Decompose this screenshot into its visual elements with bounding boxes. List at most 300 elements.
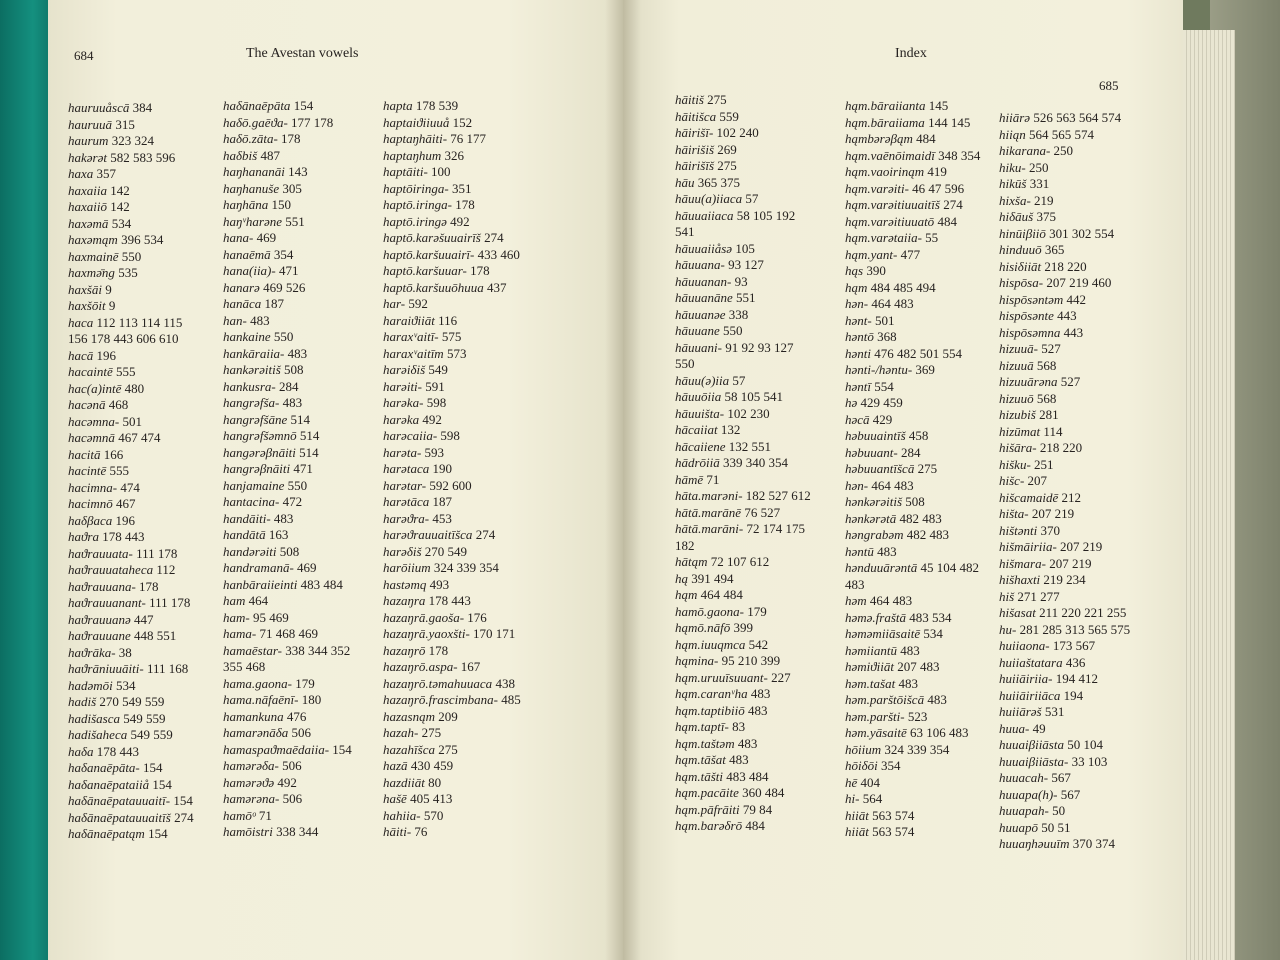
entry-headword: hiiārə bbox=[999, 110, 1031, 125]
entry-headword: haptaiϑiiuuå bbox=[383, 114, 450, 130]
entry-page-refs: 492 bbox=[450, 213, 470, 229]
index-entry bbox=[845, 494, 980, 511]
entry-headword: hu- bbox=[999, 621, 1017, 637]
entry-page-refs: 212 bbox=[1061, 489, 1081, 505]
entry-page-refs: 487 bbox=[260, 147, 280, 163]
entry-headword: handramanā- bbox=[223, 560, 294, 575]
entry-page-refs: 57 bbox=[732, 372, 746, 388]
entry-page-refs: 483 484 bbox=[300, 576, 343, 592]
entry-page-refs: 338 bbox=[728, 306, 749, 322]
entry-headword: hamankuna bbox=[223, 708, 284, 724]
entry-page-refs: 564 565 574 bbox=[1028, 126, 1094, 142]
index-entry bbox=[999, 391, 1130, 408]
entry-page-refs: 114 bbox=[1043, 423, 1063, 439]
entry-page-refs: 484 bbox=[916, 131, 936, 146]
entry-page-refs: 111 178 bbox=[136, 545, 178, 561]
entry-page-refs: 550 bbox=[723, 323, 743, 338]
entry-page-refs: 575 bbox=[441, 329, 462, 344]
index-entry bbox=[845, 511, 980, 528]
entry-headword: hātąm bbox=[675, 554, 708, 569]
entry-headword: hikarana- bbox=[999, 143, 1051, 158]
entry-headword: hauruuā bbox=[68, 116, 113, 132]
entry-headword: harətāca bbox=[383, 494, 430, 509]
entry-headword: harəϑra- bbox=[383, 510, 430, 526]
index-entry bbox=[223, 742, 352, 759]
entry-headword: hankāraiia- bbox=[223, 345, 285, 361]
entry-page-refs: 405 413 bbox=[410, 791, 453, 806]
entry-headword: həməmiiāsaitē bbox=[845, 626, 921, 641]
entry-page-refs: 567 bbox=[1051, 770, 1071, 785]
index-entry bbox=[383, 593, 521, 610]
entry-page-refs: 50 51 bbox=[1041, 819, 1071, 835]
entry-page-refs: 506 bbox=[291, 725, 312, 740]
entry-headword: haδānaēpatauuaitīš bbox=[68, 809, 171, 825]
entry-headword: hāu bbox=[675, 174, 695, 190]
entry-page-refs: 480 bbox=[124, 380, 145, 396]
left-column-1 bbox=[68, 100, 194, 843]
entry-page-refs: 338 344 bbox=[276, 824, 319, 839]
index-entry bbox=[383, 808, 521, 825]
entry-page-refs: 433 460 bbox=[477, 246, 520, 262]
entry-page-refs: 568 bbox=[1036, 357, 1057, 373]
index-entry bbox=[223, 511, 352, 528]
index-entry bbox=[68, 678, 194, 695]
entry-page-refs: 592 bbox=[408, 296, 428, 311]
index-entry bbox=[999, 523, 1130, 540]
index-entry bbox=[383, 346, 521, 363]
index-entry bbox=[845, 428, 980, 445]
entry-headword: hąm.pāfrāiti bbox=[675, 801, 740, 817]
entry-page-refs: 501 bbox=[122, 413, 143, 429]
entry-page-refs: 474 bbox=[120, 479, 140, 495]
index-entry bbox=[845, 346, 980, 363]
entry-page-refs: 483 bbox=[737, 735, 758, 751]
entry-headword: hazahīšca bbox=[383, 741, 435, 757]
entry-page-refs: 357 bbox=[96, 166, 117, 181]
entry-headword: huiiārəš bbox=[999, 704, 1042, 719]
entry-page-refs: 9 bbox=[105, 281, 112, 297]
entry-page-refs: 142 bbox=[110, 182, 130, 198]
entry-page-refs: 154 bbox=[173, 793, 193, 808]
entry-headword: hangrəfša- bbox=[223, 395, 280, 410]
entry-headword: huiiaštatara bbox=[999, 654, 1063, 670]
index-entry bbox=[999, 721, 1130, 738]
index-entry bbox=[999, 539, 1130, 556]
entry-headword: hāuu(a)iiaca bbox=[675, 191, 743, 206]
entry-page-refs: 458 bbox=[908, 428, 929, 443]
index-entry bbox=[845, 643, 980, 660]
entry-page-refs: 178 443 bbox=[96, 743, 140, 759]
index-entry bbox=[845, 296, 980, 313]
entry-headword: haδānaēpāta bbox=[223, 98, 291, 113]
index-entry bbox=[223, 280, 352, 297]
entry-headword: hātā.marānē bbox=[675, 504, 742, 520]
index-entry bbox=[68, 694, 194, 711]
left-running-head: The Avestan vowels bbox=[246, 46, 359, 61]
index-entry bbox=[383, 478, 521, 495]
entry-headword: hiiąn bbox=[999, 126, 1026, 142]
entry-headword: haŋhananāi bbox=[223, 164, 285, 179]
entry-headword: hacintē bbox=[68, 463, 107, 478]
entry-headword: har- bbox=[383, 296, 406, 311]
entry-headword: hazaŋra bbox=[383, 593, 426, 608]
entry-headword: hišasat bbox=[999, 605, 1036, 620]
entry-headword: hazaŋrō.aspa- bbox=[383, 659, 458, 674]
index-entry bbox=[223, 544, 352, 561]
entry-page-refs: 534 bbox=[116, 677, 136, 693]
entry-page-refs: 365 375 bbox=[697, 174, 740, 190]
entry-page-refs: 542 bbox=[748, 636, 769, 652]
entry-headword: hizuuō bbox=[999, 390, 1034, 406]
entry-page-refs: 437 bbox=[487, 279, 507, 295]
index-entry bbox=[223, 379, 352, 396]
index-entry bbox=[675, 769, 811, 786]
entry-page-refs: 154 bbox=[293, 98, 314, 113]
entry-headword: hacimna- bbox=[68, 479, 118, 495]
entry-page-refs: 218 220 bbox=[1039, 440, 1083, 455]
entry-headword: haxšāi bbox=[68, 281, 102, 297]
entry-headword: hama.gaona- bbox=[223, 675, 292, 691]
entry-headword: hadišaheca bbox=[68, 727, 128, 742]
entry-page-refs: 370 374 bbox=[1072, 836, 1116, 851]
entry-headword: hanbāraiieinti bbox=[223, 576, 298, 592]
entry-page-refs: 598 bbox=[426, 395, 447, 410]
index-entry bbox=[223, 659, 352, 676]
index-entry bbox=[999, 655, 1130, 672]
index-entry bbox=[845, 659, 980, 676]
entry-headword: hāuuanāne bbox=[675, 290, 733, 305]
entry-headword: hąs bbox=[845, 263, 864, 278]
index-entry bbox=[68, 760, 194, 777]
entry-headword: haraxᵛaitī- bbox=[383, 329, 439, 344]
entry-headword: hamərəna- bbox=[223, 791, 280, 806]
entry-headword: haxa bbox=[68, 166, 94, 181]
entry-headword: hāuuōiia bbox=[675, 389, 722, 404]
entry-headword: han- bbox=[223, 312, 247, 328]
entry-headword: hišhaxti bbox=[999, 572, 1041, 587]
entry-headword: hāta.marəni- bbox=[675, 488, 743, 503]
index-entry bbox=[675, 521, 811, 538]
entry-page-refs: 80 bbox=[428, 774, 442, 790]
entry-page-refs: 178 bbox=[470, 263, 490, 278]
entry-page-refs: 442 bbox=[1066, 291, 1087, 307]
index-entry bbox=[223, 626, 352, 643]
entry-headword: hankusra- bbox=[223, 378, 276, 394]
index-entry bbox=[845, 214, 980, 231]
entry-page-refs: 464 483 bbox=[869, 593, 913, 608]
entry-page-refs: 271 277 bbox=[1017, 588, 1060, 604]
index-entry bbox=[68, 463, 194, 480]
entry-headword: hənti bbox=[845, 345, 871, 361]
index-entry bbox=[383, 659, 521, 676]
index-entry bbox=[383, 527, 521, 544]
index-entry bbox=[845, 610, 980, 627]
index-entry bbox=[223, 164, 352, 181]
entry-page-refs: 483 bbox=[747, 702, 768, 718]
index-entry bbox=[999, 110, 1130, 127]
entry-page-refs: 464 483 bbox=[871, 477, 914, 493]
entry-headword: harətar- bbox=[383, 477, 427, 493]
entry-page-refs: 448 551 bbox=[133, 628, 177, 643]
entry-headword: hācaiiat bbox=[675, 422, 718, 437]
index-entry bbox=[675, 92, 811, 109]
index-entry bbox=[68, 166, 194, 183]
right-folio: 685 bbox=[1099, 78, 1119, 93]
index-entry bbox=[845, 676, 980, 693]
entry-page-refs: 483 bbox=[282, 395, 303, 410]
entry-headword: haϑrauuanə bbox=[68, 611, 131, 627]
entry-page-refs: 582 583 596 bbox=[110, 149, 176, 165]
entry-page-refs: 551 bbox=[736, 290, 756, 305]
entry-headword: həmiϑiiāt bbox=[845, 659, 894, 674]
index-entry bbox=[383, 181, 521, 198]
entry-headword: hąm.uruuīsuuant- bbox=[675, 669, 768, 685]
entry-headword: hąm.bāraiiama bbox=[845, 114, 925, 130]
left-page bbox=[48, 0, 623, 960]
index-entry bbox=[999, 473, 1130, 490]
entry-headword: haδanaēpataiiå bbox=[68, 776, 150, 792]
index-entry bbox=[675, 356, 811, 373]
entry-headword: hąmō.nāfō bbox=[675, 620, 731, 635]
entry-page-refs: 178 539 bbox=[415, 98, 459, 113]
entry-page-refs: 535 bbox=[118, 265, 138, 280]
entry-headword: haδanaēpāta- bbox=[68, 760, 140, 775]
entry-headword: hāirišī- bbox=[675, 125, 714, 140]
entry-headword: haϑrauuana- bbox=[68, 578, 136, 594]
index-entry bbox=[675, 257, 811, 274]
entry-page-refs: 555 bbox=[109, 463, 130, 478]
index-entry bbox=[223, 676, 352, 693]
entry-page-refs: 568 bbox=[1036, 390, 1057, 406]
entry-page-refs: 324 339 354 bbox=[433, 560, 499, 575]
entry-page-refs: 369 bbox=[915, 362, 935, 377]
entry-headword: həbuuaintīš bbox=[845, 428, 906, 443]
index-entry bbox=[68, 133, 194, 150]
index-entry bbox=[999, 127, 1130, 144]
entry-page-refs: 483 bbox=[900, 642, 920, 658]
entry-headword: hišta- bbox=[999, 506, 1029, 521]
index-entry bbox=[999, 490, 1130, 507]
entry-page-refs: 447 bbox=[133, 611, 154, 627]
entry-page-refs: 72 174 175 bbox=[746, 521, 805, 536]
index-entry bbox=[675, 505, 811, 522]
entry-headword: hištənti bbox=[999, 522, 1038, 538]
entry-headword: hispōsəntəm bbox=[999, 291, 1064, 307]
entry-headword: hāuuana- bbox=[675, 257, 725, 272]
entry-headword: hamōᵒ bbox=[223, 807, 256, 823]
index-entry bbox=[223, 362, 352, 379]
entry-page-refs: 469 526 bbox=[263, 279, 306, 295]
right-column-1 bbox=[675, 92, 811, 835]
entry-headword: həm.parštōišcā bbox=[845, 692, 925, 707]
entry-page-refs: 485 bbox=[501, 692, 521, 707]
entry-page-refs: 559 bbox=[719, 108, 739, 124]
index-entry bbox=[68, 249, 194, 266]
index-entry bbox=[675, 290, 811, 307]
index-entry bbox=[68, 628, 194, 645]
entry-headword: haϑra bbox=[68, 529, 99, 544]
entry-page-refs: 549 bbox=[428, 362, 448, 377]
entry-page-refs: 50 bbox=[1052, 803, 1066, 818]
entry-headword: həcā bbox=[845, 411, 870, 427]
entry-page-refs: 132 bbox=[720, 422, 741, 437]
entry-headword: hąm.varəitiuuatō bbox=[845, 213, 935, 229]
index-entry bbox=[999, 803, 1130, 820]
entry-page-refs: 514 bbox=[290, 411, 311, 427]
index-entry bbox=[68, 744, 194, 761]
entry-headword: hamarənāδa bbox=[223, 725, 289, 740]
index-entry bbox=[845, 445, 980, 462]
entry-headword: hangrəfšāne bbox=[223, 411, 288, 427]
entry-page-refs: 284 bbox=[900, 444, 921, 460]
entry-headword: hąm bbox=[845, 279, 868, 295]
index-entry bbox=[383, 610, 521, 627]
entry-page-refs: 469 bbox=[256, 230, 277, 245]
entry-headword: hamō.gaona- bbox=[675, 603, 744, 619]
entry-page-refs: 207 483 bbox=[897, 659, 940, 674]
entry-page-refs: 45 104 482 bbox=[920, 560, 979, 575]
index-entry bbox=[383, 775, 521, 792]
entry-headword: hāirišiš bbox=[675, 141, 715, 157]
index-entry bbox=[223, 313, 352, 330]
entry-page-refs: 563 574 bbox=[872, 824, 915, 839]
entry-headword: hacǝmna- bbox=[68, 413, 120, 429]
index-entry bbox=[999, 589, 1130, 606]
index-entry bbox=[675, 191, 811, 208]
index-entry bbox=[675, 224, 811, 241]
index-entry bbox=[675, 439, 811, 456]
entry-page-refs: 396 534 bbox=[121, 232, 164, 247]
entry-page-refs: 570 bbox=[423, 807, 444, 823]
index-entry bbox=[999, 457, 1130, 474]
entry-headword: həntō bbox=[845, 329, 874, 344]
entry-headword: haδō.zāta- bbox=[223, 131, 278, 146]
index-entry bbox=[845, 263, 980, 280]
index-entry bbox=[999, 275, 1130, 292]
entry-page-refs: 76 bbox=[414, 824, 428, 839]
index-entry bbox=[675, 125, 811, 142]
entry-headword: həm.yāsaitē bbox=[845, 725, 907, 740]
entry-headword: həmə.fraštā bbox=[845, 609, 907, 625]
entry-page-refs: 211 220 221 255 bbox=[1039, 605, 1127, 620]
entry-headword: hahiia- bbox=[383, 807, 421, 823]
index-entry bbox=[383, 230, 521, 247]
entry-headword: hankərəitiš bbox=[223, 362, 281, 377]
entry-headword: haxəmā bbox=[68, 215, 109, 231]
entry-page-refs: 177 178 bbox=[291, 114, 334, 130]
entry-page-refs: 207 219 bbox=[1049, 555, 1092, 571]
entry-headword: hazaŋrō.təmahuuaca bbox=[383, 675, 493, 691]
entry-page-refs: 430 459 bbox=[410, 758, 454, 773]
index-entry bbox=[999, 737, 1130, 754]
index-entry bbox=[68, 793, 194, 810]
entry-headword: hāuuanan- bbox=[675, 273, 732, 289]
entry-headword: hizuuā- bbox=[999, 341, 1038, 356]
entry-page-refs: 154 bbox=[332, 741, 352, 757]
entry-page-refs: 227 bbox=[771, 669, 791, 685]
index-entry bbox=[383, 412, 521, 429]
entry-headword: hana- bbox=[223, 230, 254, 245]
index-entry bbox=[675, 620, 811, 637]
entry-page-refs: 370 bbox=[1040, 522, 1061, 538]
entry-page-refs: 305 bbox=[282, 180, 302, 196]
entry-headword: haδβaca bbox=[68, 512, 113, 528]
entry-page-refs: 484 bbox=[745, 818, 765, 833]
entry-page-refs: 152 bbox=[452, 114, 473, 130]
entry-page-refs: 142 bbox=[110, 199, 130, 214]
index-entry bbox=[845, 824, 980, 841]
index-entry bbox=[999, 787, 1130, 804]
entry-headword: hāitiš bbox=[675, 92, 704, 107]
entry-headword: hišcamaidē bbox=[999, 489, 1059, 505]
entry-headword: haδānaēpatauuaitī- bbox=[68, 793, 171, 808]
entry-page-refs: 526 563 564 574 bbox=[1033, 110, 1122, 125]
index-entry bbox=[68, 727, 194, 744]
entry-page-refs: 173 567 bbox=[1052, 638, 1096, 653]
entry-headword: hazaŋrā.yaoxšti- bbox=[383, 626, 470, 641]
index-entry bbox=[999, 259, 1130, 276]
index-entry bbox=[999, 341, 1130, 358]
entry-page-refs: 564 bbox=[862, 791, 883, 806]
entry-page-refs: 178 bbox=[455, 197, 475, 212]
entry-page-refs: 93 127 bbox=[728, 257, 764, 272]
index-entry bbox=[675, 323, 811, 340]
entry-headword: hamaspaϑmaēdaiia- bbox=[223, 741, 330, 757]
entry-headword: huuaiβiiāsta- bbox=[999, 753, 1069, 769]
entry-page-refs: 354 bbox=[881, 758, 901, 773]
entry-page-refs: 55 bbox=[925, 230, 939, 245]
entry-page-refs: 275 bbox=[707, 92, 727, 107]
entry-headword: həbuuantīšcā bbox=[845, 461, 915, 476]
index-entry bbox=[999, 424, 1130, 441]
entry-headword: huuapō bbox=[999, 819, 1038, 835]
entry-page-refs: 100 bbox=[431, 164, 451, 179]
index-entry bbox=[845, 692, 980, 709]
entry-page-refs: 274 bbox=[484, 230, 504, 245]
index-entry bbox=[845, 197, 980, 214]
index-entry bbox=[675, 373, 811, 390]
entry-headword: hāuuani- bbox=[675, 339, 722, 355]
entry-page-refs: 178 bbox=[281, 131, 301, 146]
entry-page-refs: 112 bbox=[156, 562, 176, 577]
entry-page-refs: 467 474 bbox=[118, 430, 161, 445]
entry-headword: hiiāt bbox=[845, 824, 869, 839]
entry-headword: haxaiia bbox=[68, 182, 107, 198]
index-entry bbox=[999, 440, 1130, 457]
entry-headword: hācaiiene bbox=[675, 438, 726, 454]
index-entry bbox=[223, 214, 352, 231]
index-entry bbox=[383, 263, 521, 280]
entry-headword: harəδiš bbox=[383, 543, 422, 559]
index-entry bbox=[675, 406, 811, 423]
index-entry bbox=[999, 374, 1130, 391]
index-entry bbox=[68, 579, 194, 596]
entry-headword: hamərəδa- bbox=[223, 758, 279, 773]
entry-headword: həntū bbox=[845, 543, 874, 559]
entry-headword: haraxᵛaitīm bbox=[383, 345, 444, 361]
book-gutter bbox=[605, 0, 641, 960]
entry-page-refs: 554 bbox=[874, 378, 894, 394]
entry-headword: hiδāuš bbox=[999, 209, 1034, 224]
entry-page-refs: 468 bbox=[108, 397, 129, 412]
entry-headword: haxəmąm bbox=[68, 232, 118, 247]
entry-page-refs: 429 459 bbox=[860, 395, 903, 410]
index-entry bbox=[383, 247, 521, 264]
entry-page-refs: 483 bbox=[750, 686, 771, 701]
entry-page-refs: 178 443 bbox=[428, 593, 471, 608]
entry-headword: hąm.yant- bbox=[845, 246, 898, 262]
entry-page-refs: 429 bbox=[872, 411, 893, 427]
